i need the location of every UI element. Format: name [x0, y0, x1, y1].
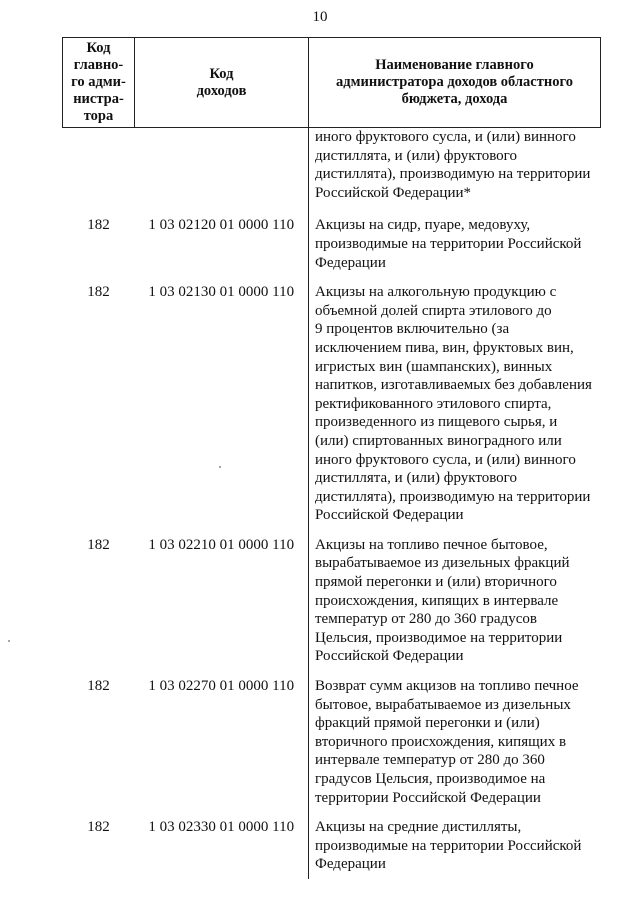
scan-artifact-dot — [8, 640, 10, 642]
table-row — [63, 530, 601, 671]
admin-code-cell: 182 — [87, 284, 110, 301]
admin-code-cell — [63, 128, 135, 211]
admin-code-cell: 182 — [87, 678, 110, 695]
header-name: Наименование главного администратора доходов областного бюджета, дохода — [309, 38, 601, 128]
scan-artifact-dot — [219, 466, 221, 468]
table-row — [63, 277, 601, 530]
income-code-cell: 1 03 02120 01 0000 110 — [148, 217, 295, 234]
income-codes-table — [62, 37, 601, 879]
name-cell: Акцизы на топливо печное бытовое, вырабатываемое из дизельных фракций прямой перегонки и (или) вторичного происхождения, кипящих в интервале температур от 280 до 360 градусов Цельсия, производимое на территории Российской Федерации — [309, 530, 601, 671]
admin-code-cell: 182 — [87, 217, 110, 234]
header-income-code: Код доходов — [135, 38, 309, 128]
table-row-continuation — [63, 128, 601, 211]
name-cell: иного фруктового сусла, и (или) винного дистиллята, и (или) фруктового дистиллята), производимую на территории Российской Федерации* — [309, 128, 601, 211]
table-row — [63, 812, 601, 879]
page-number: 10 — [312, 9, 328, 25]
header-admin-code: Код главно- го адми- нистра- тора — [63, 38, 135, 128]
income-code-cell: 1 03 02130 01 0000 110 — [148, 284, 295, 301]
income-code-cell: 1 03 02330 01 0000 110 — [148, 819, 295, 836]
table-header-row — [63, 38, 601, 128]
admin-code-cell: 182 — [87, 819, 110, 836]
income-code-cell: 1 03 02270 01 0000 110 — [148, 678, 295, 695]
name-cell: Акцизы на алкогольную продукцию с объемной долей спирта этилового до 9 процентов включительно (за исключением пива, вин, фруктовых вин, игристых вин (шампанских), винных напитков, изготавливаемых без добавления ректификованного этилового спирта, произведенного из пищевого сырья, и (или) спиртованных виноградного или иного фруктового сусла, и (или) винного дистиллята, и (или) фруктового дистиллята), производимую на территории Российской Федерации — [309, 277, 601, 530]
table-row — [63, 210, 601, 277]
name-cell: Акцизы на сидр, пуаре, медовуху, производимые на территории Российской Федерации — [309, 210, 601, 277]
name-cell: Возврат сумм акцизов на топливо печное бытовое, вырабатываемое из дизельных фракций прямой перегонки и (или) вторичного происхождения, кипящих в интервале температур от 280 до 360 градусов Цельсия, производимое на территории Российской Федерации — [309, 671, 601, 812]
admin-code-cell: 182 — [87, 536, 110, 553]
table-row — [63, 671, 601, 812]
income-code-cell — [135, 128, 309, 211]
income-code-cell: 1 03 02210 01 0000 110 — [148, 536, 295, 553]
name-cell: Акцизы на средние дистилляты, производимые на территории Российской Федерации — [309, 812, 601, 879]
